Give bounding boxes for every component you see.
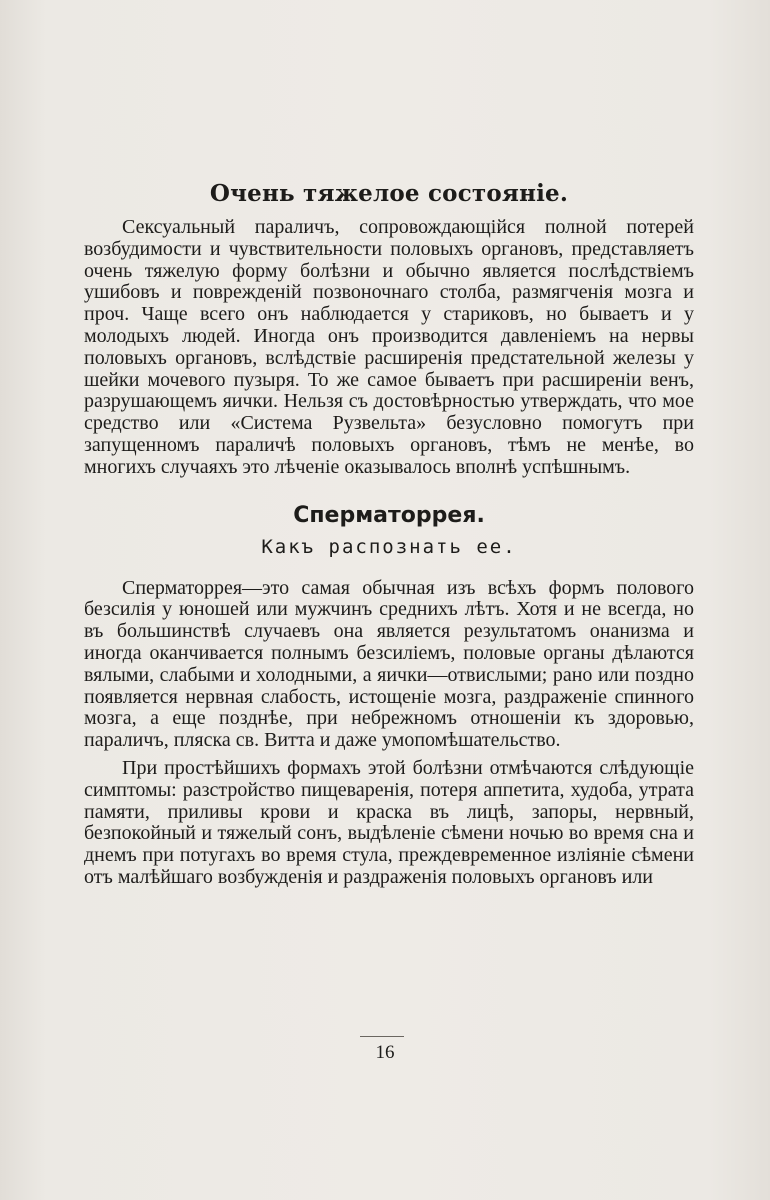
section-subtitle-how-to-recognize: Какъ распознать ее. xyxy=(261,535,517,558)
paragraph-spermatorrhea-1: Сперматоррея—это самая обычная изъ всѣхъ формъ полового безсилiя у юношей или мужчинъ среднихъ лѣтъ. Хотя и не всегда, но въ большинствѣ случаевъ она является результатомъ онанизма и иногда оканчивается полнымъ безсилiемъ, половые органы дѣлаются вялыми, слабыми и холодными, а яички—отвислыми; рано или поздно появляется нервная слабость, истощенiе мозга, раздраженiе спинного мозга, а еще позднѣе, при небрежномъ отношенiи къ здоровью, параличъ, пляска св. Витта и даже умопомѣшательство. xyxy=(84,576,694,752)
page-content xyxy=(84,180,694,889)
page-number: 16 xyxy=(375,1042,395,1063)
section-title-spermatorrhea: Сперматоррея. xyxy=(293,502,485,528)
page-number-rule xyxy=(360,1036,404,1037)
paragraph-severe-condition: Сексуальный параличъ, сопровождающiйся полной потерей возбудимости и чувствительности половыхъ органовъ, представляетъ очень тяжелую форму болѣзни и обычно является послѣдствiемъ ушибовъ и поврежденiй позвоночнаго столба, размягченiя мозга и проч. Чаще всего онъ наблюдается у стариковъ, но бываетъ и у молодыхъ людей. Иногда онъ производится давленiемъ на нервы половыхъ органовъ, вслѣдствiе расширенiя предстательной железы у шейки мочевого пузыря. То же самое бываетъ при расширенiи венъ, разрушающемъ яички. Нельзя съ достовѣрностью утверждать, что мое средство или «Система Рузвельта» безусловно помогутъ при запущенномъ параличѣ половыхъ органовъ, тѣмъ не менѣе, во многихъ случаяхъ это лѣченiе оказывалось вполнѣ успѣшнымъ. xyxy=(84,216,694,478)
section-title-severe-condition: Очень тяжелое состоянiе. xyxy=(209,180,569,207)
paragraph-spermatorrhea-2: При простѣйшихъ формахъ этой болѣзни отмѣчаются слѣдующiе симптомы: разстройство пищеваренiя, потеря аппетита, худоба, утрата памяти, приливы крови и краска въ лицѣ, запоры, нервный, безпокойный и тяжелый сонъ, выдѣленiе сѣмени ночью во время сна и днемъ при потугахъ во время стула, преждевременное изліянiе сѣмени отъ малѣйшаго возбужденiя и раздраженiя половыхъ органовъ или xyxy=(84,756,694,888)
